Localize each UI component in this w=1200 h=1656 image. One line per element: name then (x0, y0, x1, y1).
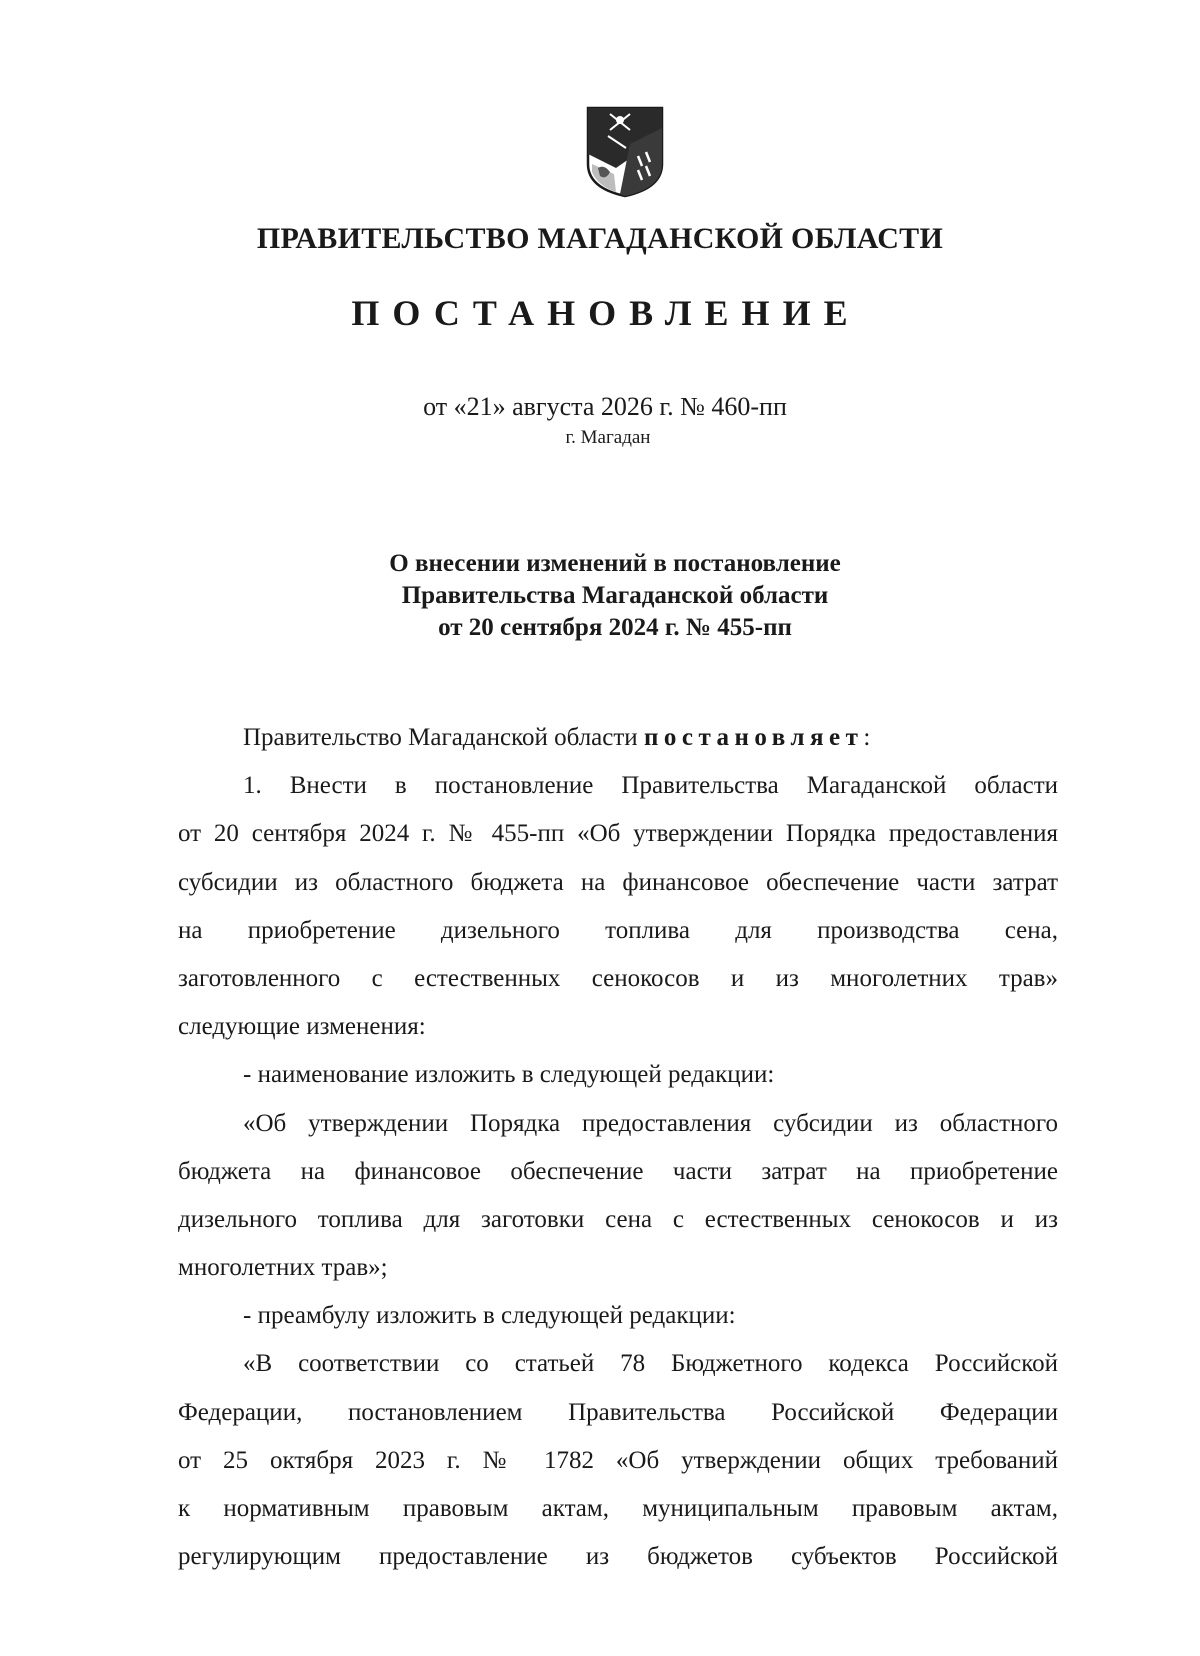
government-title: ПРАВИТЕЛЬСТВО МАГАДАНСКОЙ ОБЛАСТИ (256, 222, 944, 255)
body-line: регулирующим предоставление из бюджетов субъектов Российской (178, 1543, 1058, 1571)
document-city: г. Магадан (565, 427, 651, 448)
subject-line: О внесении изменений в постановление (389, 550, 841, 577)
document-type: ПОСТАНОВЛЕНИЕ (351, 293, 861, 333)
document-date-number: от «21» августа 2026 г. № 460-пп (423, 392, 787, 421)
intro-prefix: Правительство Магаданской области (243, 724, 638, 751)
coat-of-arms-icon (586, 106, 664, 198)
body-line: субсидии из областного бюджета на финансовое обеспечение части затрат (178, 868, 1058, 896)
body-line: к нормативным правовым актам, муниципальным правовым актам, (178, 1495, 1058, 1522)
body-line: бюджета на финансовое обеспечение части затрат на приобретение (178, 1157, 1058, 1185)
body-line: «В соответствии со статьей 78 Бюджетного кодекса Российской (243, 1350, 1058, 1378)
body-line: заготовленного с естественных сенокосов и из многолетних трав» (178, 964, 1058, 992)
body-line: многолетних трав»; (178, 1254, 388, 1282)
document-body (178, 714, 1058, 1581)
decree-verb: постановляет (643, 724, 864, 751)
document-subject (0, 548, 1200, 644)
body-line: дизельного топлива для заготовки сена с естественных сенокосов и из (178, 1205, 1058, 1233)
body-line: от 20 сентября 2024 г. № 455-пп «Об утверждении Порядка предоставления (178, 820, 1058, 848)
body-line: следующие изменения: (178, 1013, 426, 1041)
body-line: «Об утверждении Порядка предоставления субсидии из областного (243, 1109, 1058, 1137)
body-line: 1. Внести в постановление Правительства Магаданской области (243, 772, 1058, 800)
intro-paragraph (178, 714, 1058, 762)
body-line: на приобретение дизельного топлива для производства сена, (178, 916, 1058, 944)
intro-suffix: : (863, 724, 871, 751)
subject-line: от 20 сентября 2024 г. № 455-пп (438, 614, 792, 641)
body-line: Федерации, постановлением Правительства Российской Федерации (178, 1398, 1058, 1426)
body-line: - преамбулу изложить в следующей редакции: (243, 1302, 736, 1330)
body-line: - наименование изложить в следующей редакции: (243, 1061, 775, 1089)
subject-line: Правительства Магаданской области (401, 582, 829, 609)
body-line: от 25 октября 2023 г. № 1782 «Об утверждении общих требований (178, 1446, 1058, 1474)
